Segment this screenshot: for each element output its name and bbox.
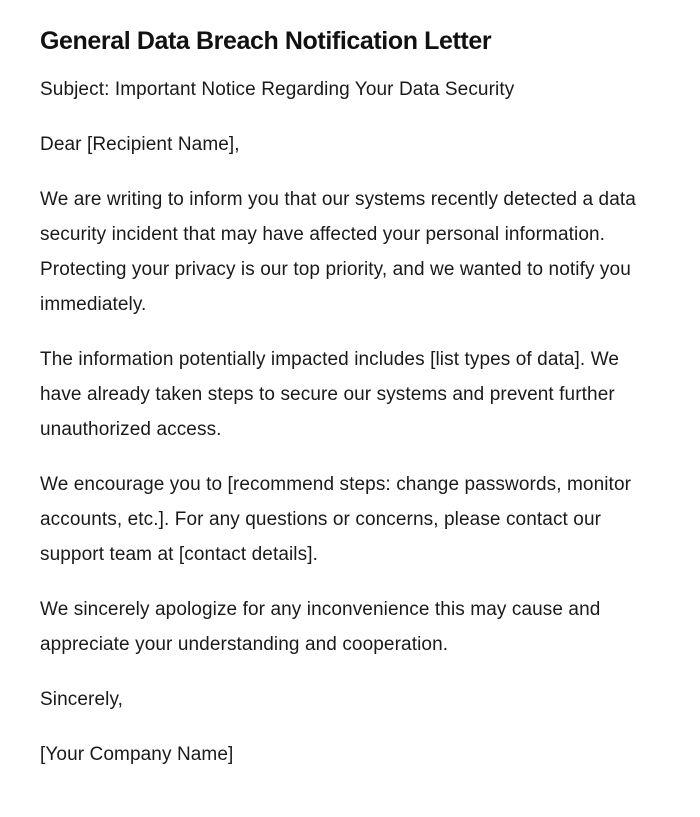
body-paragraph-incident: We are writing to inform you that our systems recently detected a data security incident that may have affected your personal information. Protecting your privacy is our top priority, and we wanted to notify you immediately. (40, 189, 636, 315)
letter-title: General Data Breach Notification Letter (40, 27, 492, 55)
letter-greeting: Dear [Recipient Name], (40, 134, 240, 155)
letter (40, 22, 655, 792)
letter-signature: [Your Company Name] (40, 744, 234, 765)
body-paragraph-impact: The information potentially impacted includes [list types of data]. We have already taken steps to secure our systems and prevent further unauthorized access. (40, 349, 620, 440)
letter-subject: Subject: Important Notice Regarding Your Data Security (40, 79, 515, 100)
body-paragraph-recommendations: We encourage you to [recommend steps: change passwords, monitor accounts, etc.]. For any questions or concerns, please contact our support team at [contact details]. (40, 474, 632, 565)
body-paragraph-apology: We sincerely apologize for any inconvenience this may cause and appreciate your understanding and cooperation. (40, 599, 601, 655)
letter-closing: Sincerely, (40, 689, 124, 710)
